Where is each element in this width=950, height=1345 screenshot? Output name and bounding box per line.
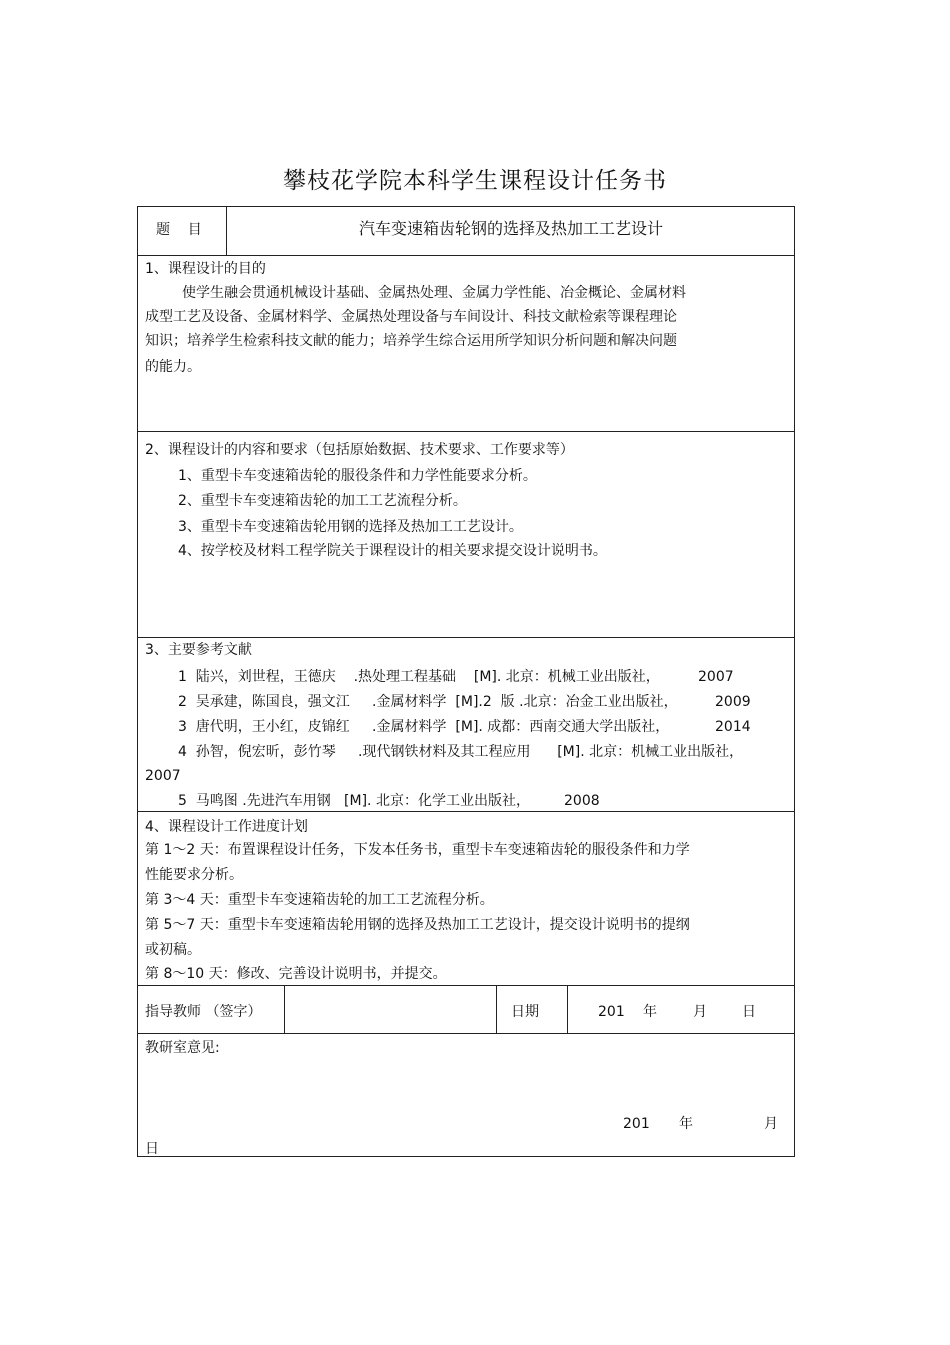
office-date-year-unit: 年 bbox=[679, 1116, 693, 1132]
office-date-year: 201 bbox=[623, 1116, 650, 1132]
schedule-line: 性能要求分析。 bbox=[145, 867, 243, 883]
row-divider bbox=[138, 637, 794, 638]
reference-year: 2008 bbox=[564, 793, 600, 809]
office-date-month-unit: 月 bbox=[764, 1116, 778, 1132]
cell-divider bbox=[567, 985, 568, 1033]
date-month-unit: 月 bbox=[693, 1004, 707, 1020]
section2-heading: 2、课程设计的内容和要求（包括原始数据、技术要求、工作要求等） bbox=[145, 442, 574, 458]
schedule-line: 第 8～10 天：修改、完善设计说明书，并提交。 bbox=[145, 966, 447, 982]
topic-value: 汽车变速箱齿轮钢的选择及热加工工艺设计 bbox=[358, 219, 663, 238]
reference-entry: 2 吴承建，陈国良，强文江 .金属材料学 [M].2 版 .北京：冶金工业出版社， bbox=[178, 694, 678, 710]
section3-heading: 3、主要参考文献 bbox=[145, 642, 252, 658]
row-divider bbox=[138, 811, 794, 812]
advisor-signature-field[interactable] bbox=[288, 989, 492, 1029]
cell-divider bbox=[284, 985, 285, 1033]
reference-year: 2009 bbox=[715, 694, 751, 710]
cell-divider bbox=[496, 985, 497, 1033]
date-year-unit: 年 bbox=[643, 1004, 657, 1020]
section1-line: 知识；培养学生检索科技文献的能力；培养学生综合运用所学知识分析问题和解决问题 bbox=[145, 333, 677, 349]
schedule-line: 或初稿。 bbox=[145, 942, 201, 958]
schedule-line: 第 1～2 天：布置课程设计任务，下发本任务书，重型卡车变速箱齿轮的服役条件和力学 bbox=[145, 842, 690, 858]
reference-year: 2007 bbox=[145, 768, 181, 784]
schedule-line: 第 5～7 天：重型卡车变速箱齿轮用钢的选择及热加工工艺设计，提交设计说明书的提纲 bbox=[145, 917, 690, 933]
section1-line: 使学生融会贯通机械设计基础、金属热处理、金属力学性能、冶金概论、金属材料 bbox=[182, 285, 686, 301]
date-day-unit: 日 bbox=[742, 1004, 756, 1020]
reference-entry: 3 唐代明，王小红，皮锦红 .金属材料学 [M]. 成都：西南交通大学出版社， bbox=[178, 719, 670, 735]
row-divider bbox=[138, 255, 794, 256]
section1-line: 的能力。 bbox=[145, 359, 201, 375]
section1-line: 成型工艺及设备、金属材料学、金属热处理设备与车间设计、科技文献检索等课程理论 bbox=[145, 309, 677, 325]
page-title: 攀枝花学院本科学生课程设计任务书 bbox=[283, 168, 667, 194]
row-divider bbox=[138, 1033, 794, 1034]
section1-heading: 1、课程设计的目的 bbox=[145, 261, 266, 277]
reference-year: 2007 bbox=[698, 669, 734, 685]
schedule-line: 第 3～4 天：重型卡车变速箱齿轮的加工工艺流程分析。 bbox=[145, 892, 494, 908]
topic-label: 题 目 bbox=[156, 222, 202, 238]
section4-heading: 4、课程设计工作进度计划 bbox=[145, 819, 308, 835]
section2-item: 1、重型卡车变速箱齿轮的服役条件和力学性能要求分析。 bbox=[178, 468, 537, 484]
section2-item: 4、按学校及材料工程学院关于课程设计的相关要求提交设计说明书。 bbox=[178, 543, 607, 559]
task-form-table bbox=[137, 206, 795, 1157]
row-divider bbox=[138, 431, 794, 432]
date-year: 201 bbox=[598, 1004, 625, 1020]
office-opinion-label: 教研室意见: bbox=[145, 1040, 220, 1056]
date-label: 日期 bbox=[511, 1004, 539, 1020]
reference-entry: 4 孙智，倪宏昕，彭竹琴 .现代钢铁材料及其工程应用 [M]. 北京：机械工业出版社， bbox=[178, 744, 744, 760]
reference-entry: 5 马鸣图 .先进汽车用钢 [M]. 北京：化学工业出版社， bbox=[178, 793, 530, 809]
row-divider bbox=[138, 985, 794, 986]
section2-item: 3、重型卡车变速箱齿轮用钢的选择及热加工工艺设计。 bbox=[178, 519, 523, 535]
reference-year: 2014 bbox=[715, 719, 751, 735]
reference-entry: 1 陆兴，刘世程，王德庆 .热处理工程基础 [M]. 北京：机械工业出版社， bbox=[178, 669, 660, 685]
office-date-day-unit: 日 bbox=[145, 1141, 159, 1157]
advisor-signature-label: 指导教师 （签字） bbox=[145, 1004, 262, 1020]
section2-item: 2、重型卡车变速箱齿轮的加工工艺流程分析。 bbox=[178, 493, 467, 509]
